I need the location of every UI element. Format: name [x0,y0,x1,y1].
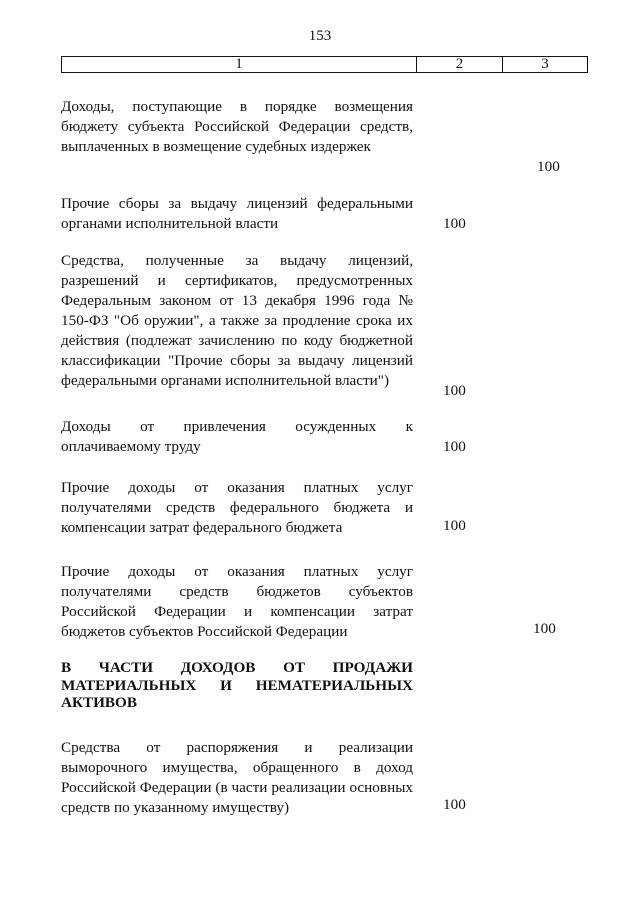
row-value-col2: 100 [443,796,466,813]
column-header-row [61,56,588,73]
row-value-col3: 100 [533,620,556,637]
row-text: Прочие доходы от оказания платных услуг получателями средств бюджетов субъектов Российской Федерации и компенсации затрат бюджетов субъектов Российской Федерации [61,563,413,640]
row-value-col2: 100 [443,215,466,232]
row-value-col2: 100 [443,438,466,455]
column-header-2: 2 [417,57,503,72]
row-text: Доходы, поступающие в порядке возмещения бюджету субъекта Российской Федерации средств, выплаченных в возмещение судебных издержек [61,98,413,155]
row-text: Прочие сборы за выдачу лицензий федеральными органами исполнительной власти [61,195,413,232]
row-value-col2: 100 [443,382,466,399]
section-heading: В ЧАСТИ ДОХОДОВ ОТ ПРОДАЖИ МАТЕРИАЛЬНЫХ И НЕМАТЕРИАЛЬНЫХ АКТИВОВ [61,659,413,711]
page-number: 153 [308,28,332,44]
column-header-3: 3 [541,56,549,72]
row-text: Средства, полученные за выдачу лицензий, разрешений и сертификатов, предусмотренных Федеральным законом от 13 декабря 1996 года № 150-ФЗ "Об оружии", а также за продление срока их действия (подлежат зачислению по коду бюджетной классификации "Прочие сборы за выдачу лицензий федеральными органами исполнительной власти") [61,252,413,389]
row-value-col2: 100 [443,517,466,534]
column-header-1: 1 [62,57,417,72]
row-text: Доходы от привлечения осужденных к оплачиваемому труду [61,418,413,455]
row-text: Средства от распоряжения и реализации выморочного имущества, обращенного в доход Российской Федерации (в части реализации основных средств по указанному имуществу) [61,739,413,816]
row-text: Прочие доходы от оказания платных услуг получателями средств федерального бюджета и компенсации затрат федерального бюджета [61,479,413,536]
row-value-col3: 100 [537,158,560,175]
